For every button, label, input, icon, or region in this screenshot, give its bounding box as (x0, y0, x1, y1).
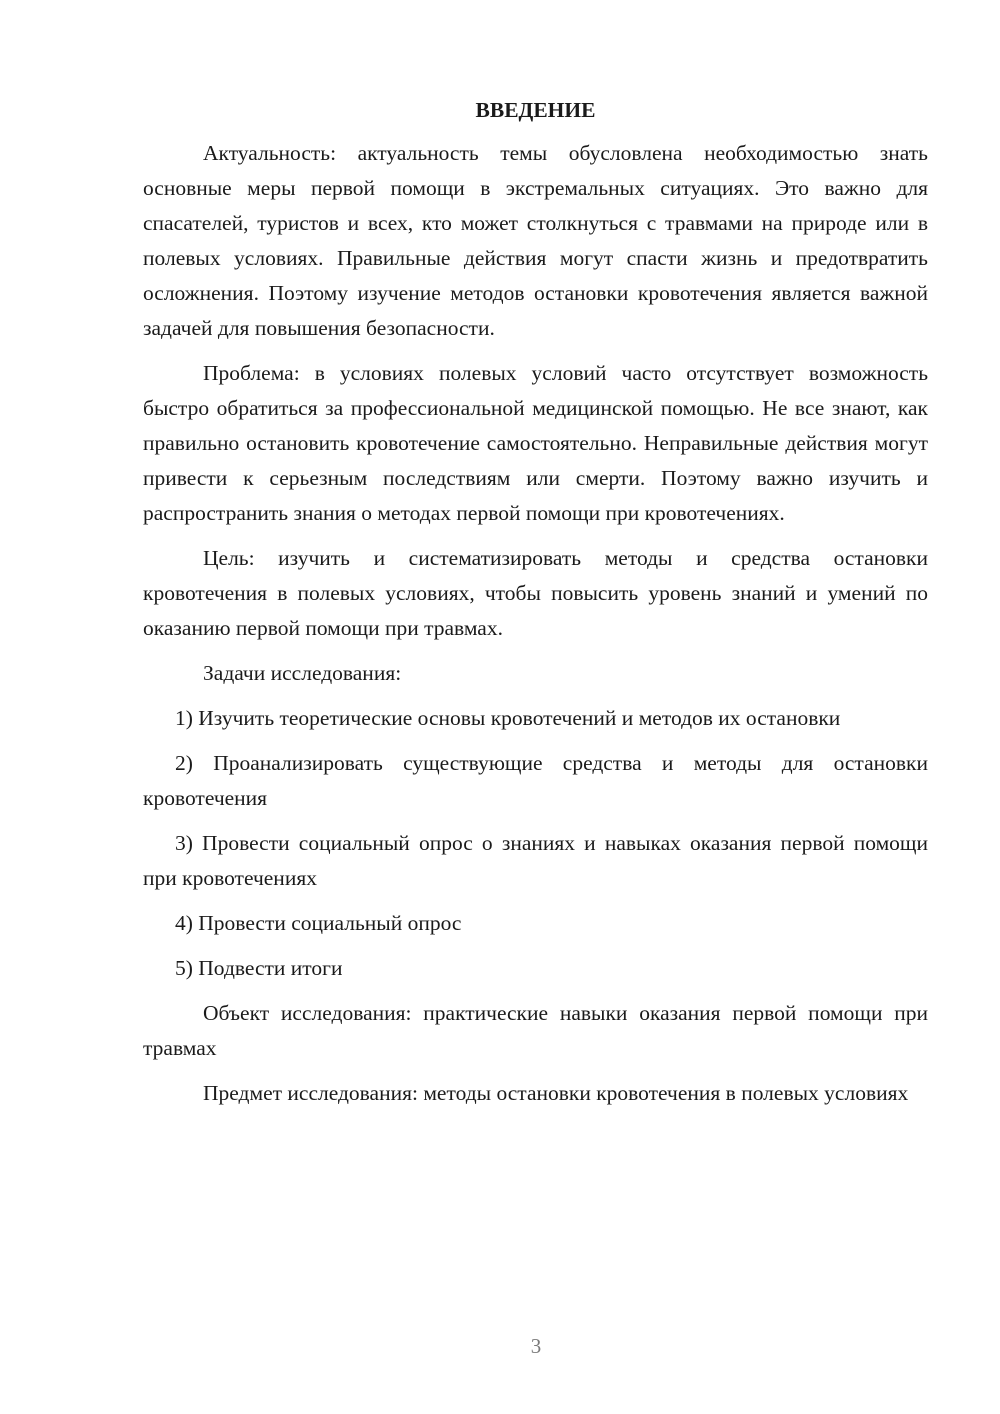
task-item-4: 4) Провести социальный опрос (175, 911, 462, 935)
paragraph-problem: Проблема: в условиях полевых условий часто отсутствует возможность быстро обратиться за профессиональной медицинской помощью. Не все знают, как правильно остановить кровотечение самостоятельно. Неправильные действия могут привести к серьезным последствиям или смерти. Поэтому важно изучить и распространить знания о методах первой помощи при кровотечениях. (143, 361, 928, 525)
page-number: 3 (530, 1334, 542, 1358)
paragraph-goal: Цель: изучить и систематизировать методы и средства остановки кровотечения в полевых условиях, чтобы повысить уровень знаний и умений по оказанию первой помощи при травмах. (143, 546, 928, 640)
task-item-5: 5) Подвести итоги (175, 956, 343, 980)
task-item-1: 1) Изучить теоретические основы кровотечений и методов их остановки (175, 706, 841, 730)
paragraph-object: Объект исследования: практические навыки оказания первой помощи при травмах (143, 1001, 928, 1060)
paragraph-relevance: Актуальность: актуальность темы обусловлена необходимостью знать основные меры первой помощи в экстремальных ситуациях. Это важно для спасателей, туристов и всех, кто может столкнуться с травмами на природе или в полевых условиях. Правильные действия могут спасти жизнь и предотвратить осложнения. Поэтому изучение методов остановки кровотечения является важной задачей для повышения безопасности. (143, 141, 928, 340)
page-title: ВВЕДЕНИЕ (475, 98, 596, 122)
task-item-2: 2) Проанализировать существующие средства и методы для остановки кровотечения (143, 751, 928, 810)
paragraph-subject: Предмет исследования: методы остановки кровотечения в полевых условиях (203, 1081, 909, 1105)
tasks-heading: Задачи исследования: (203, 661, 402, 685)
page-content (143, 94, 928, 1121)
task-item-3: 3) Провести социальный опрос о знаниях и навыках оказания первой помощи при кровотечениях (143, 831, 928, 890)
